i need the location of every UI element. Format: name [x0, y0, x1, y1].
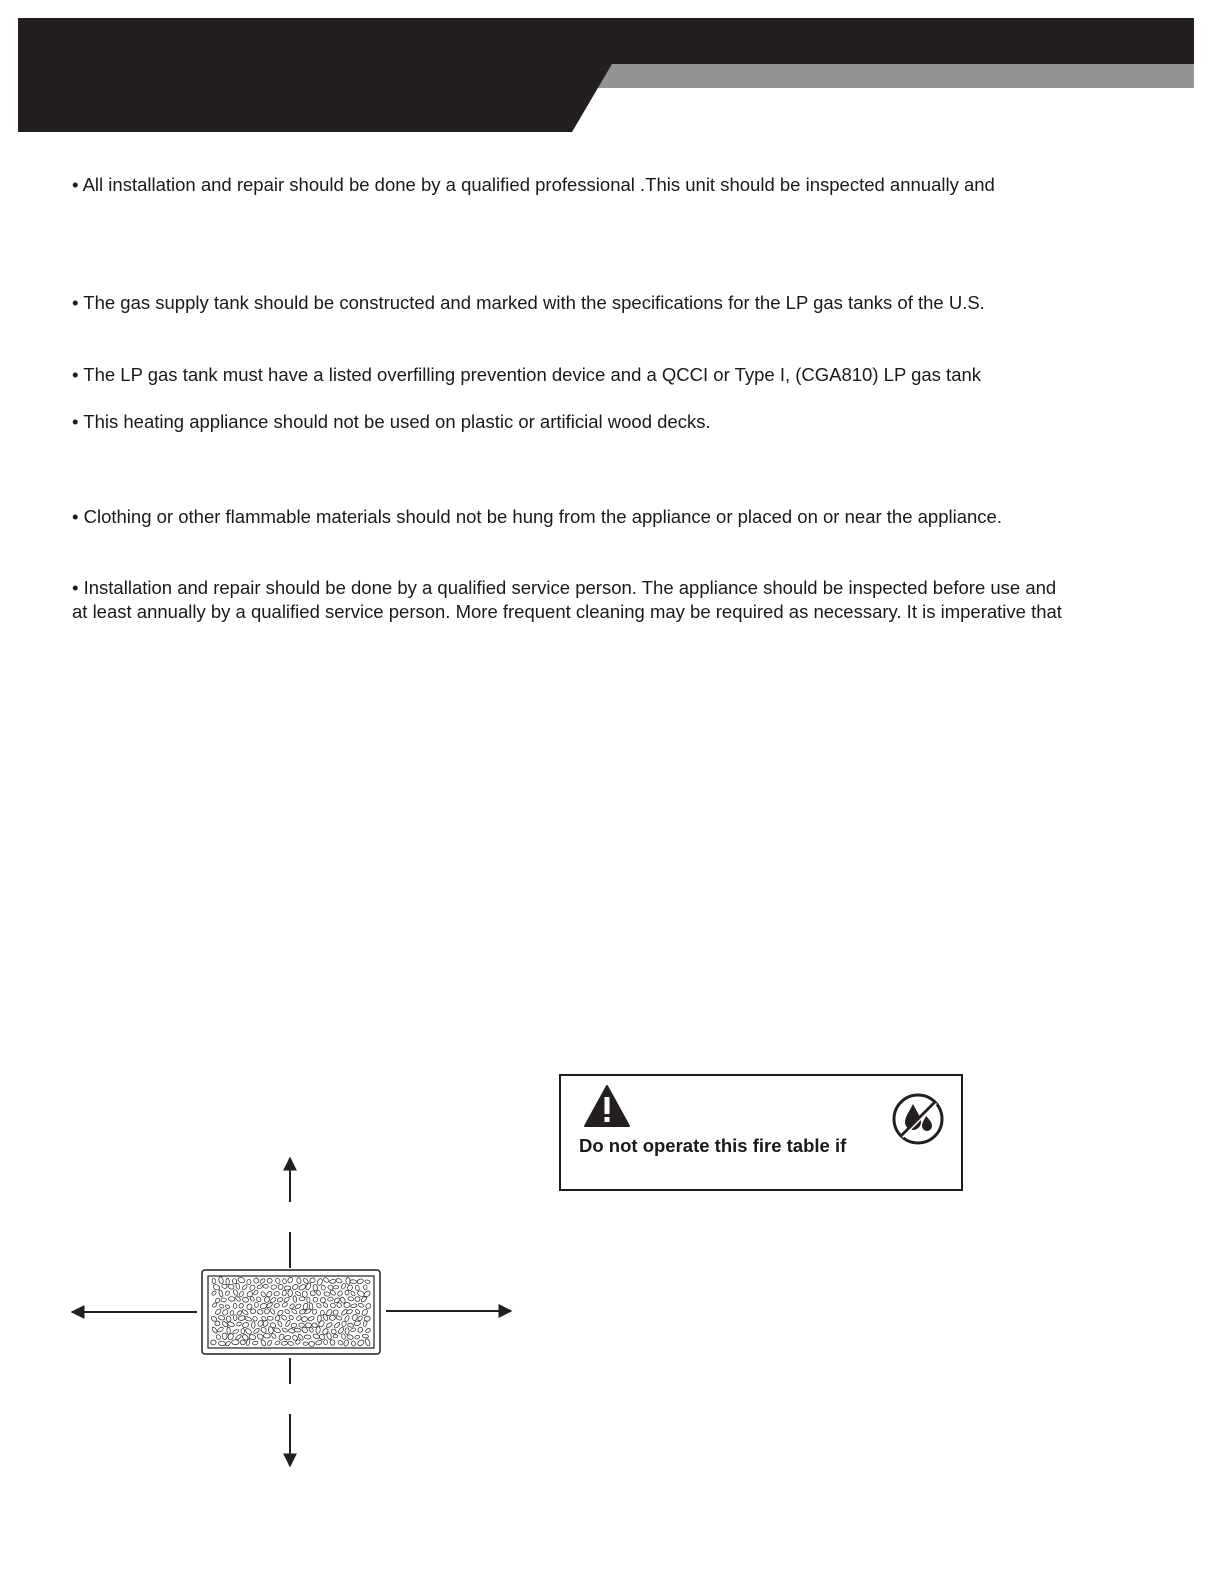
bullet-plastic-decks: • This heating appliance should not be used on plastic or artificial wood decks.: [72, 411, 711, 432]
bullet-overfilling-prevention: • The LP gas tank must have a listed overfilling prevention device and a QCCI or Type I, (CGA810) LP gas tank: [72, 364, 982, 385]
clearance-diagram: [60, 1150, 520, 1480]
bullet-flammable-materials: • Clothing or other flammable materials should not be hung from the appliance or placed on or near the appliance.: [72, 506, 1002, 527]
no-water-icon: [891, 1092, 945, 1146]
warning-box: [559, 1074, 963, 1191]
warning-triangle-icon: [583, 1084, 631, 1128]
bullet-gas-supply-tank: • The gas supply tank should be constructed and marked with the specifications for the LP gas tanks of the U.S.: [72, 292, 985, 313]
bullet-installation-professional: • All installation and repair should be done by a qualified professional .This unit should be inspected annually and: [72, 174, 995, 195]
header-accent-stripe: [596, 64, 1194, 88]
header-banner: [0, 0, 1224, 140]
fire-table-top-view: [202, 1270, 380, 1354]
bullet-service-person-continued: at least annually by a qualified service person. More frequent cleaning may be required as necessary. It is imperative that: [72, 601, 1062, 622]
warning-text: Do not operate this fire table if: [579, 1135, 847, 1156]
bullet-service-person: • Installation and repair should be done by a qualified service person. The appliance should be inspected before use and: [72, 577, 1057, 598]
